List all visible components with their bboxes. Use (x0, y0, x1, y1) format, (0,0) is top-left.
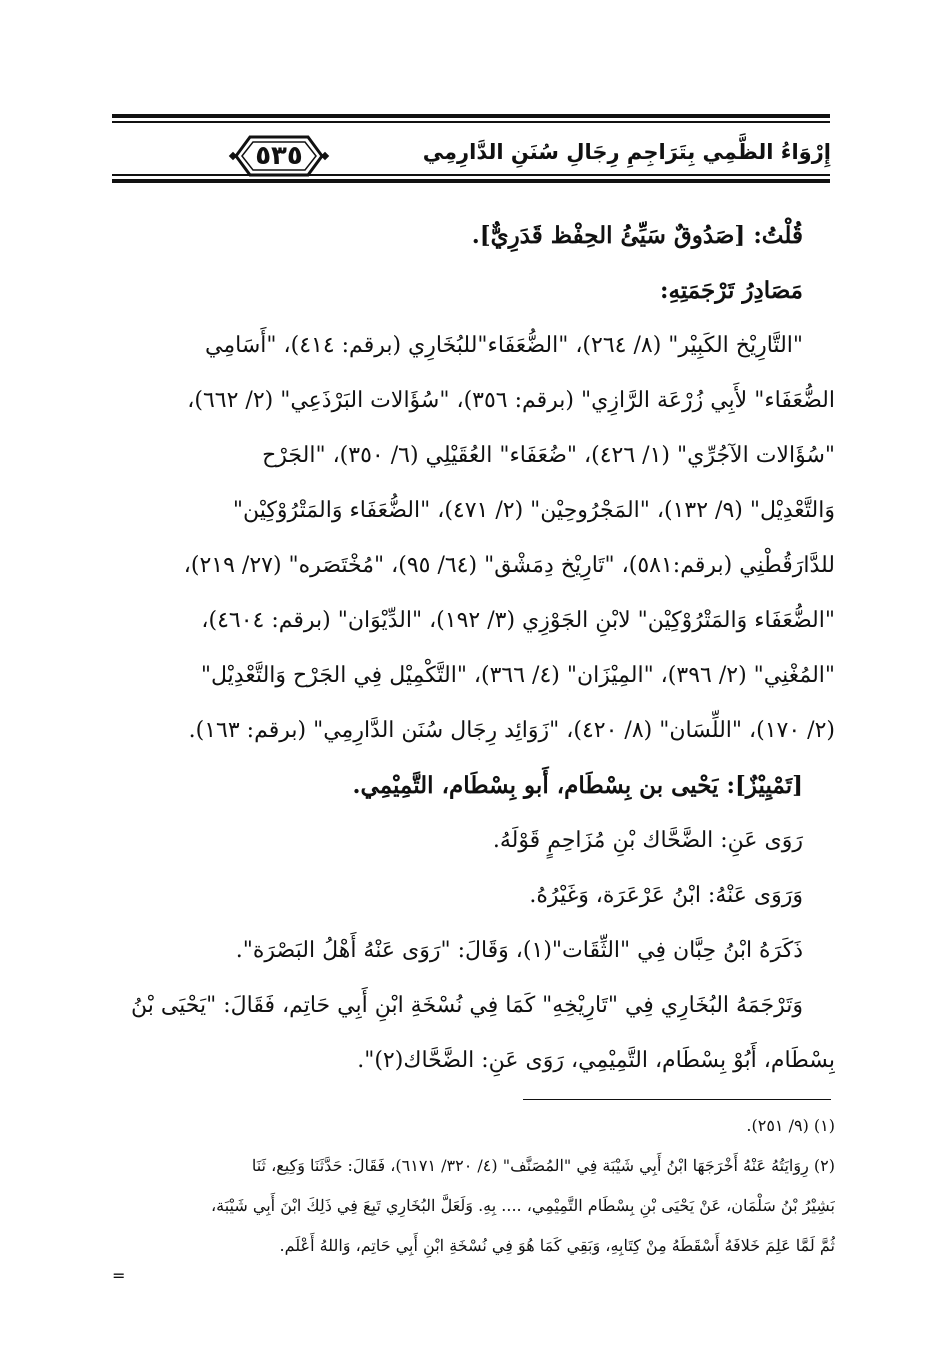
header-bottom-rule-thin (112, 174, 830, 176)
footnote-2-line-3: ثُمَّ لَمَّا عَلِمَ خَلافَهُ أَسْقَطَهُ مِنْ كِتَابِهِ، وَبَقِي كَمَا هُوَ فِي نُسْخَةِ ابْنِ أَبِي حَاتِم، وَاللهُ أَعْلَم. (279, 1236, 835, 1255)
sources-line-8: (٢/ ١٧٠)، "اللِّسَان" (٨/ ٤٢٠)، "زَوَائِد رِجَال سُنَن الدَّارِمِي" (برقم: ١٦٣). (188, 718, 835, 743)
body-text (110, 208, 835, 1088)
sources-line-5: للدَّارَقُطْنِي (برقم:٥٨١)، "تَارِيْخ دِمَشْق" (٦٤/ ٩٥)، "مُخْتَصَره" (٢٧/ ٢١٩)، (183, 553, 835, 578)
distinction-line: [تَمْيِيْزٌ]: يَحْيى بن بِسْطَام، أَبو بِسْطَام، التَّمِيْمِي. (352, 772, 803, 799)
sources-line-2: الضُّعَفَاء" لأَبِي زُرْعَة الرَّازِي" (برقم: ٣٥٦)، "سُؤَالات البَرْذَعِي" (٢/ ٦٦٢)، (187, 388, 835, 413)
bukhari-line-2: بِسْطَام، أَبُوْ بِسْطَام، التَّمِيْمِي، رَوَى عَنِ: الضَّحَّاك(٢)". (357, 1048, 835, 1073)
sources-line-3: "سُؤَالات الآجُرِّي" (١/ ٤٢٦)، "ضُعَفَاء" العُقَيْلِي (٦/ ٣٥٠)، "الجَرْح (262, 443, 835, 468)
footnote-separator (523, 1099, 831, 1100)
header-bottom-rule-thick (112, 179, 830, 183)
sources-line-6: "الضُّعَفَاء وَالمَتْرُوْكِيْن" لابْنِ الجَوْزِي (٣/ ١٩٢)، "الدِّيْوَان" (برقم: ٤٦٠٤)، (201, 608, 835, 633)
footnote-1: (١) (٩/ ٢٥١). (746, 1116, 835, 1135)
running-title: إِرْوَاءُ الظَّمِي بِتَرَاجِمِ رِجَالِ سُنَنِ الدَّارِمِي (422, 140, 831, 164)
page-number: ٥٣٥ (255, 141, 303, 171)
continuation-mark: = (112, 1266, 126, 1285)
sources-heading: مَصَادِرُ تَرْجَمَتِهِ: (660, 277, 803, 304)
sources-line-7: "المُغْنِي" (٢/ ٣٩٦)، "المِيْزَان" (٤/ ٣٦٦)، "التَّكْمِيْل فِي الجَرْح وَالتَّعْدِيْل" (200, 663, 835, 688)
narrated-from-line: رَوَى عَنِ: الضَّحَّاك بْنِ مُزَاحِمٍ قَوْلَهُ. (492, 828, 803, 853)
bukhari-line-1: وَتَرْجَمَهُ البُخَارِي فِي "تَارِيْخِهِ" كَمَا فِي نُسْخَةِ ابْنِ أَبِي حَاتِم، فَقَالَ: "يَحْيَى بْنُ (130, 993, 803, 1018)
sources-line-4: وَالتَّعْدِيْل" (٩/ ١٣٢)، "المَجْرُوحِيْن" (٢/ ٤٧١)، "الضُّعَفَاء وَالمَتْرُوْكِيْن" (232, 498, 835, 523)
header-top-rule-thick (112, 114, 830, 118)
footnote-2-line-2: بَشِيْرُ بْنُ سَلْمَان، عَنْ يَحْيَى بْنِ بِسْطَام التَّمِيْمِي، .... بِهِ. وَلَعَلَّ البُخَارِي تَبِعَ فِي ذَلِكَ ابْنَ أَبِي شَيْبَة، (210, 1196, 835, 1215)
page-number-frame (228, 133, 330, 179)
verdict-line: قُلْتُ: [صَدُوقٌ سَيِّئُ الحِفْظ قَدَرِيٌّ]. (471, 222, 803, 249)
ibn-hibban-line: ذَكَرَهُ ابْنُ حِبَّان فِي "الثِّقَات"(١)، وَقَالَ: "رَوَى عَنْهُ أَهْلُ البَصْرَة". (235, 938, 803, 963)
header-top-rule-thin (112, 121, 830, 123)
narrated-by-line: وَرَوَى عَنْهُ: ابْنُ عَرْعَرَة، وَغَيْرُهُ. (529, 883, 803, 908)
footnotes (110, 1106, 835, 1266)
sources-line-1: "التَّارِيْخ الكَبِيْر" (٨/ ٢٦٤)، "الضُّعَفَاء"للبُخَارِي (برقم: ٤١٤)، "أَسَامِي (205, 333, 803, 358)
footnote-2-line-1: (٢) رِوَايَتُهُ عَنْهُ أَخْرَجَهَا ابْنُ أَبِي شَيْبَة فِي "المُصَنَّف" (٤/ ٣٢٠/ ٦١٧١)، فَقَالَ: حَدَّثَنَا وَكِيع، ثَنَا (251, 1156, 835, 1175)
